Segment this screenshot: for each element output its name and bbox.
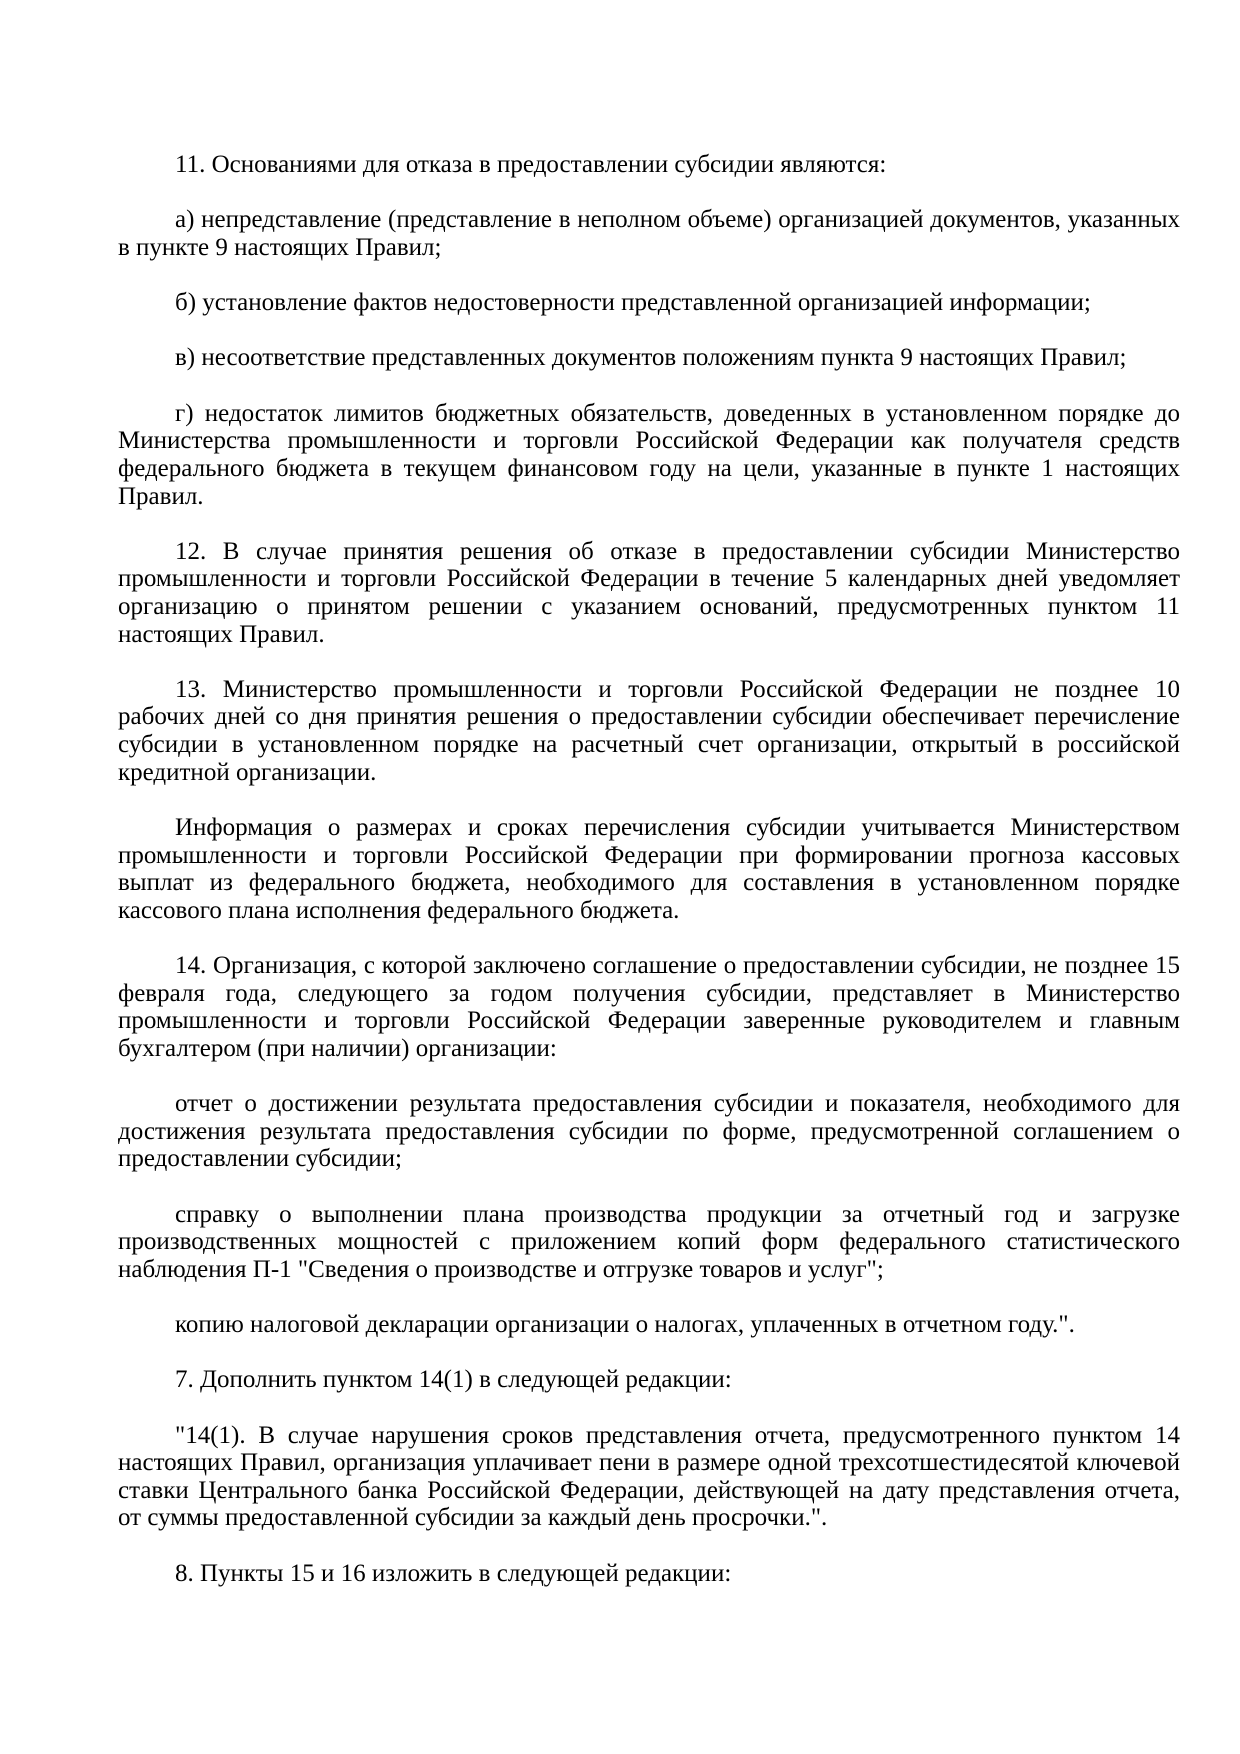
text-line: предоставлении субсидии; [118, 1145, 402, 1173]
text-line: производственных мощностей с приложением копий форм федерального статистического [118, 1228, 1180, 1256]
paragraph-p11g [118, 400, 1180, 510]
text-line: достижения результата предоставления субсидии по форме, предусмотренной соглашением о [118, 1117, 1180, 1145]
text-line: Правил. [118, 482, 204, 510]
text-line: ставки Центрального банка Российской Федерации, действующей на дату представления отчета, [118, 1476, 1180, 1504]
text-line: Министерства промышленности и торговли Российской Федерации как получателя средств [118, 427, 1180, 455]
text-line: б) установление фактов недостоверности представленной организацией информации; [175, 289, 1091, 317]
text-line: промышленности и торговли Российской Федерации при формировании прогноза кассовых [118, 841, 1180, 869]
text-line: 8. Пункты 15 и 16 изложить в следующей редакции: [175, 1559, 732, 1587]
paragraph-p11a [118, 206, 1180, 261]
text-line: 12. В случае принятия решения об отказе в предоставлении субсидии Министерство [175, 537, 1180, 565]
text-line: настоящих Правил, организация уплачивает пени в размере одной трехсотшестидесятой ключевой [118, 1449, 1180, 1477]
text-line: промышленности и торговли Российской Федерации в течение 5 календарных дней уведомляет [118, 565, 1180, 593]
paragraph-p14copy [118, 1311, 1180, 1339]
paragraph-p13info [118, 814, 1180, 924]
text-line: федерального бюджета в текущем финансовом году на цели, указанные в пункте 1 настоящих [118, 454, 1180, 482]
paragraph-p13 [118, 676, 1180, 786]
text-line: настоящих Правил. [118, 620, 325, 648]
document-page [118, 151, 1180, 1615]
text-line: наблюдения П-1 "Сведения о производстве и отгрузке товаров и услуг"; [118, 1255, 884, 1283]
text-line: промышленности и торговли Российской Федерации заверенные руководителем и главным [118, 1007, 1180, 1035]
text-line: Информация о размерах и сроках перечисления субсидии учитывается Министерством [175, 813, 1180, 841]
paragraph-p11 [118, 151, 1180, 179]
text-line: февраля года, следующего за годом получения субсидии, представляет в Министерство [118, 979, 1180, 1007]
text-line: рабочих дней со дня принятия решения о предоставлении субсидии обеспечивает перечисление [118, 703, 1180, 731]
paragraph-p14report [118, 1090, 1180, 1173]
text-line: кредитной организации. [118, 758, 377, 786]
paragraph-p14_1 [118, 1422, 1180, 1532]
text-line: г) недостаток лимитов бюджетных обязательств, доведенных в установленном порядке до [175, 399, 1180, 427]
text-line: 14. Организация, с которой заключено соглашение о предоставлении субсидии, не позднее 15 [175, 951, 1180, 979]
paragraph-p12 [118, 538, 1180, 648]
text-line: справку о выполнении плана производства продукции за отчетный год и загрузке [175, 1200, 1180, 1228]
paragraph-p7 [118, 1366, 1180, 1394]
text-line: бухгалтером (при наличии) организации: [118, 1034, 557, 1062]
text-line: 13. Министерство промышленности и торговли Российской Федерации не позднее 10 [175, 675, 1180, 703]
text-line: в пункте 9 настоящих Правил; [118, 233, 442, 261]
text-line: "14(1). В случае нарушения сроков представления отчета, предусмотренного пунктом 14 [175, 1421, 1180, 1449]
text-line: 11. Основаниями для отказа в предоставлении субсидии являются: [175, 151, 887, 178]
paragraph-p14spravka [118, 1201, 1180, 1284]
text-line: кассового плана исполнения федерального бюджета. [118, 896, 680, 924]
text-line: а) непредставление (представление в неполном объеме) организацией документов, указанных [175, 206, 1180, 234]
text-line: организацию о принятом решении с указанием оснований, предусмотренных пунктом 11 [118, 592, 1180, 620]
text-line: отчет о достижении результата предоставления субсидии и показателя, необходимого для [175, 1090, 1180, 1118]
text-line: выплат из федерального бюджета, необходимого для составления в установленном порядке [118, 869, 1180, 897]
paragraph-p8 [118, 1560, 1180, 1588]
text-line: от суммы предоставленной субсидии за каждый день просрочки.". [118, 1504, 828, 1532]
text-line: субсидии в установленном порядке на расчетный счет организации, открытый в российской [118, 731, 1180, 759]
paragraph-p14 [118, 952, 1180, 1062]
text-line: в) несоответствие представленных документов положениям пункта 9 настоящих Правил; [175, 344, 1127, 372]
paragraph-p11v [118, 344, 1180, 372]
text-line: копию налоговой декларации организации о налогах, уплаченных в отчетном году.". [175, 1310, 1075, 1338]
paragraph-p11b [118, 289, 1180, 317]
text-line: 7. Дополнить пунктом 14(1) в следующей редакции: [175, 1366, 732, 1394]
